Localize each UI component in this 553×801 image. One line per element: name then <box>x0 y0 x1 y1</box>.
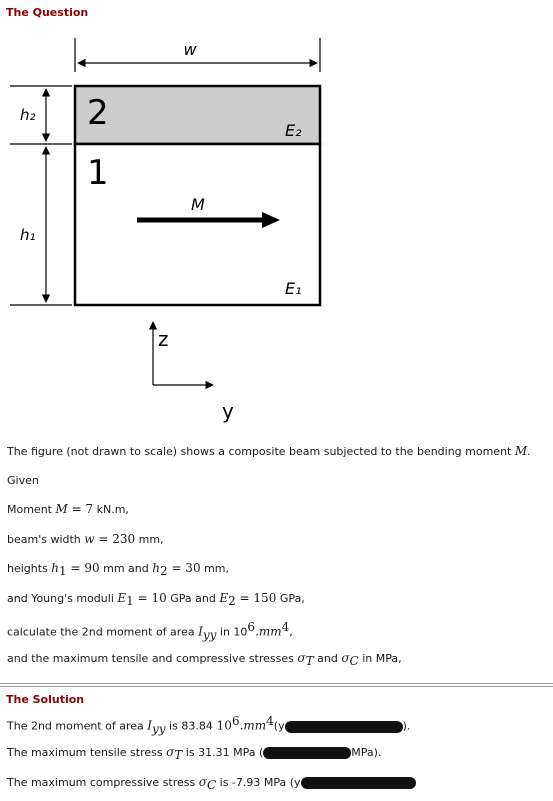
question-title: The Question <box>6 6 89 19</box>
moment-label: M <box>191 195 205 214</box>
composite-beam-diagram <box>0 30 553 425</box>
calc-moment-of-area: calculate the 2nd moment of area $I_{yy}$ in $10^6.mm^4$, <box>7 620 293 642</box>
h1-label: h₁ <box>20 226 36 244</box>
layer-1-rect <box>75 144 320 305</box>
solution-title: The Solution <box>6 693 85 706</box>
E2-label: E₂ <box>285 121 302 140</box>
given-label: Given <box>7 474 39 487</box>
redaction-mark <box>263 747 351 759</box>
solution-tensile-stress: The maximum tensile stress $\sigma_T$ is 31.31 MPa ( MPa). <box>7 745 382 763</box>
given-width: beam's width w = 230 mm, <box>7 532 164 546</box>
solution-moment-of-area: The 2nd moment of area $I_{yy}$ is 83.84 $10^6.mm^4(y$ ). <box>7 714 411 736</box>
h2-label: h₂ <box>20 106 36 124</box>
calc-stresses: and the maximum tensile and compressive stresses $\sigma_T$ and $\sigma_C$ in MPa, <box>7 651 402 669</box>
given-heights: heights $h_1 = 90$ mm and $h_2 = 30$ mm, <box>7 561 230 579</box>
layer-1-label: 1 <box>87 153 109 193</box>
intro-text: The figure (not drawn to scale) shows a composite beam subjected to the bending moment M. <box>7 444 531 458</box>
layer-2-rect <box>75 86 320 144</box>
E1-label: E₁ <box>285 279 302 298</box>
section-divider <box>0 683 553 684</box>
redaction-mark <box>301 777 416 789</box>
given-moment: Moment M = 7 kN.m, <box>7 502 129 516</box>
layer-2-label: 2 <box>87 93 109 133</box>
redaction-mark <box>285 721 403 733</box>
z-axis-label: z <box>158 327 169 351</box>
y-axis-label: y <box>222 399 234 423</box>
solution-compressive-stress: The maximum compressive stress $\sigma_C$ is -7.93 MPa (y <box>7 775 416 792</box>
width-label: w <box>183 40 197 59</box>
given-moduli: and Young's moduli $E_1 = 10$ GPa and $E_2 = 150$ GPa, <box>7 591 305 609</box>
section-divider-2 <box>0 686 553 687</box>
